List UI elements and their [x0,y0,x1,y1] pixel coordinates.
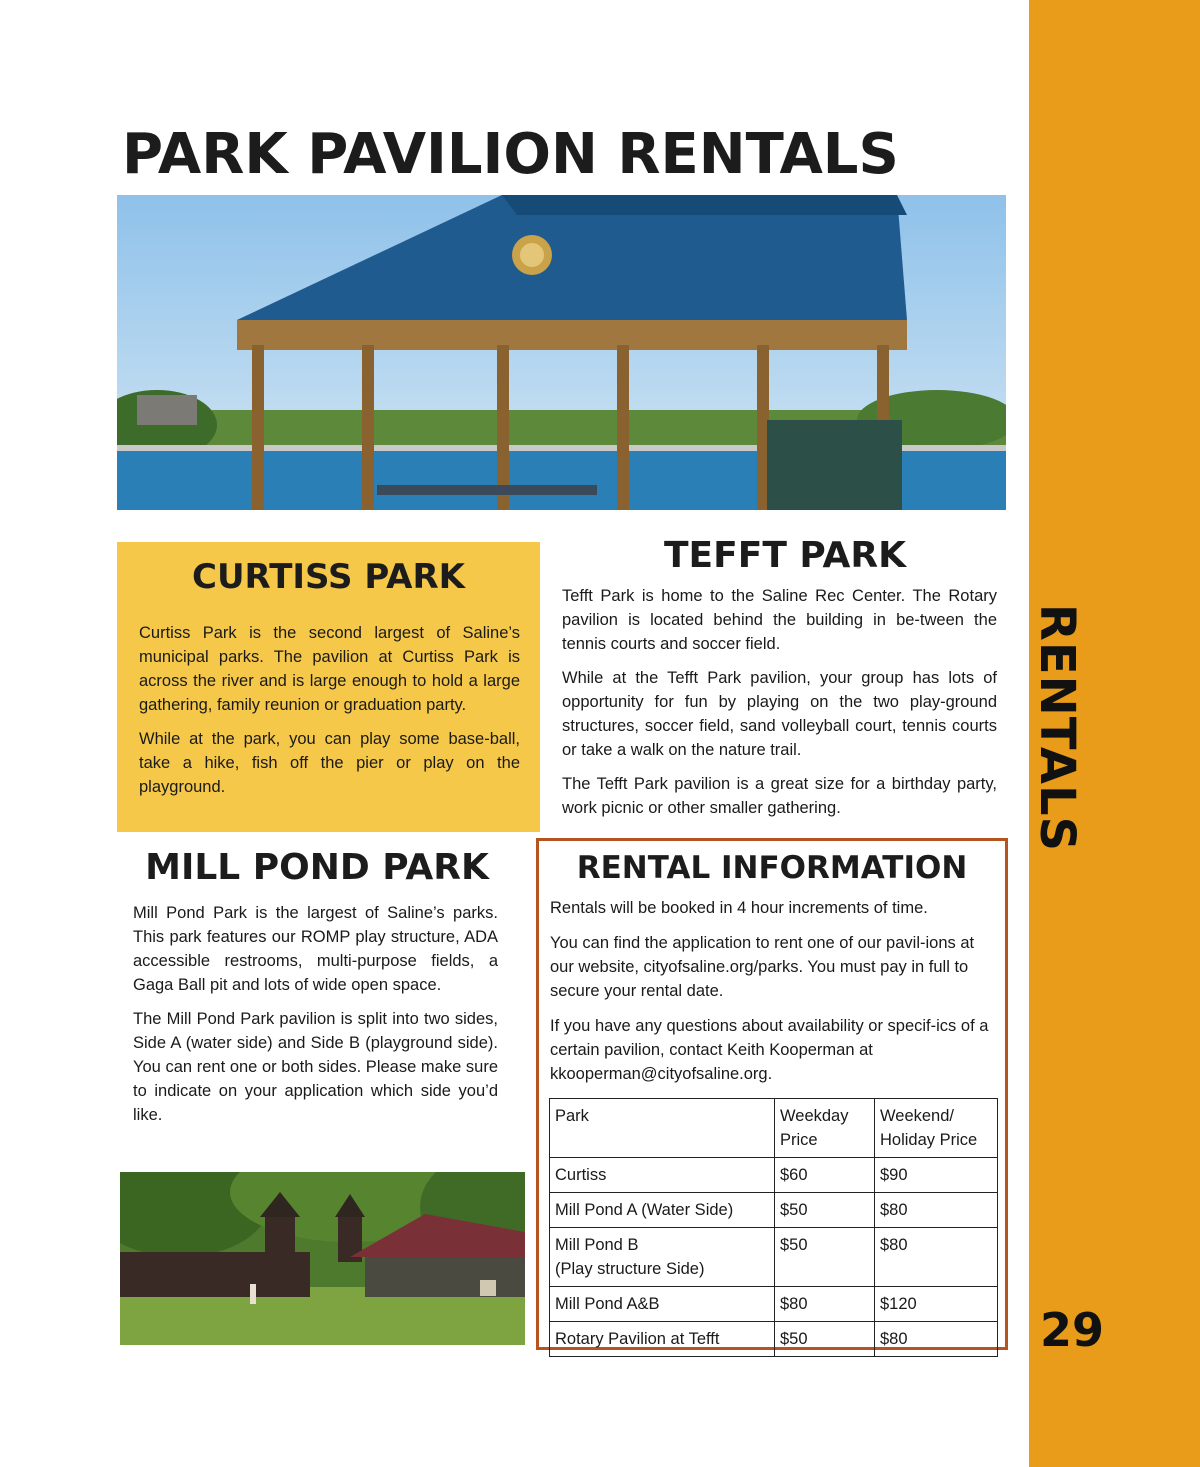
table-row [550,1158,998,1193]
rental-price-table [549,1098,998,1357]
table-row [550,1322,998,1357]
curtiss-paragraph-1: Curtiss Park is the second largest of Saline’s municipal parks. The pavilion at Curtiss Park is across the river and is large enough to hold a large gathering, family reunion or graduation party. [139,624,520,714]
side-tab [1022,595,1092,860]
curtiss-paragraph-2: While at the park, you can play some base-ball, take a hike, fish off the pier or play on the playground. [139,730,520,796]
park-cell: Mill Pond A (Water Side) [550,1193,775,1228]
pavilion-photo [117,195,1006,510]
table-row [550,1193,998,1228]
weekend-price-cell: $90 [875,1158,998,1193]
tefft-park-text [562,584,997,830]
weekend-price-cell: $80 [875,1228,998,1287]
weekend-price-cell: $80 [875,1193,998,1228]
park-cell: Rotary Pavilion at Tefft [550,1322,775,1357]
tefft-paragraph-3: The Tefft Park pavilion is a great size for a birthday party, work picnic or other smaller gathering. [562,775,997,817]
side-tab-label: RENTALS [1029,603,1085,852]
weekday-price-cell: $50 [775,1228,875,1287]
mill-pond-park-title: MILL POND PARK [145,847,489,888]
mill-pond-photo [120,1172,525,1345]
table-row [550,1287,998,1322]
weekday-price-cell: $80 [775,1287,875,1322]
park-cell: Mill Pond A&B [550,1287,775,1322]
weekday-price-cell: $60 [775,1158,875,1193]
table-header-row [550,1099,998,1158]
weekday-price-cell: $50 [775,1193,875,1228]
rental-information-text [550,896,995,1097]
rental-paragraph-3: If you have any questions about availability or specif-ics of a certain pavilion, contact Keith Kooperman at kkooperman@cityofsaline.org. [550,1017,989,1083]
rental-information-title: RENTAL INFORMATION [576,850,968,886]
mill-pond-park-text [133,901,498,1137]
weekend-price-cell: $120 [875,1287,998,1322]
weekday-price-cell: $50 [775,1322,875,1357]
weekend-price-cell: $80 [875,1322,998,1357]
curtiss-park-title: CURTISS PARK [192,557,465,597]
header-weekday-price: Weekday Price [775,1099,875,1158]
page-number: 29 [1040,1303,1105,1357]
park-cell: Mill Pond B (Play structure Side) [550,1228,775,1287]
rental-information-box [536,838,1008,1350]
tefft-paragraph-1: Tefft Park is home to the Saline Rec Center. The Rotary pavilion is located behind the building in be-tween the tennis courts and soccer field. [562,587,997,653]
mill-pond-paragraph-2: The Mill Pond Park pavilion is split into two sides, Side A (water side) and Side B (playground side). You can rent one or both sides. Please make sure to indicate on your application which side you’d like. [133,1010,498,1124]
rental-paragraph-1: Rentals will be booked in 4 hour increments of time. [550,899,928,917]
mill-pond-paragraph-1: Mill Pond Park is the largest of Saline’s parks. This park features our ROMP play structure, ADA accessible restrooms, multi-purpose fields, a Gaga Ball pit and lots of wide open space. [133,904,498,994]
curtiss-park-text [139,621,520,809]
tefft-paragraph-2: While at the Tefft Park pavilion, your group has lots of opportunity for fun by playing on the two play-ground structures, soccer field, sand volleyball court, tennis courts or take a walk on the nature trail. [562,669,997,759]
table-row [550,1228,998,1287]
header-weekend-holiday-price: Weekend/ Holiday Price [875,1099,998,1158]
rental-paragraph-2: You can find the application to rent one of our pavil-ions at our website, cityofsaline.org/parks. You must pay in full to secure your rental date. [550,934,975,1000]
tefft-park-title: TEFFT PARK [664,535,906,576]
park-cell: Curtiss [550,1158,775,1193]
page-title: PARK PAVILION RENTALS [122,122,899,187]
header-park: Park [550,1099,775,1158]
